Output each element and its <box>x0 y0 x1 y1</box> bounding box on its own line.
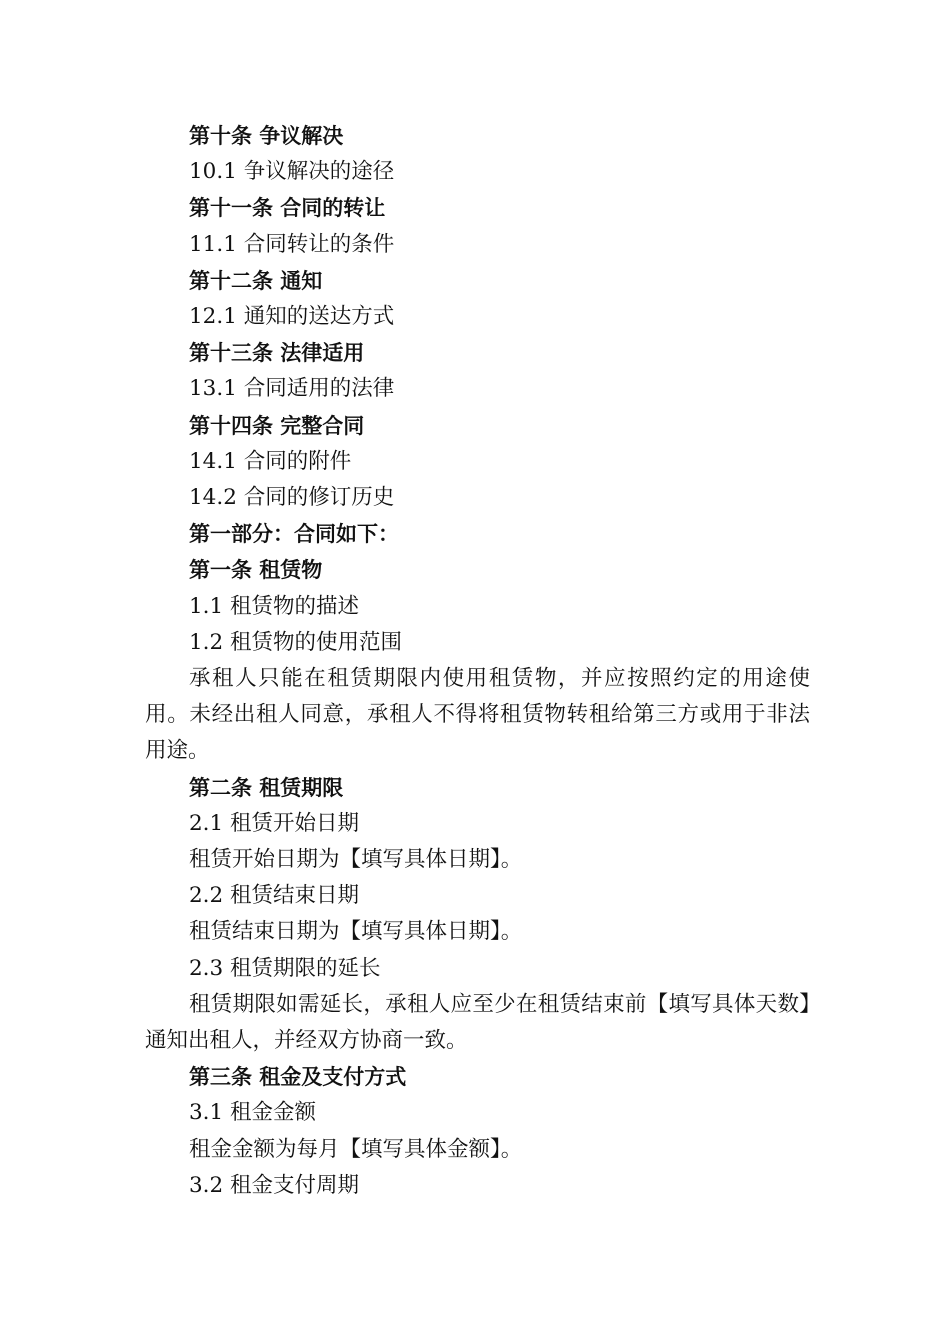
clause-12-1: 12.1 通知的送达方式 <box>189 304 395 330</box>
clause-13-1: 13.1 合同适用的法律 <box>189 376 395 402</box>
clause-11-1: 11.1 合同转让的条件 <box>189 231 395 257</box>
heading-article-3: 第三条 租金及支付方式 <box>189 1065 407 1090</box>
heading-part-one: 第一部分：合同如下： <box>189 522 399 547</box>
text-end-date: 租赁结束日期为【填写具体日期】。 <box>189 919 523 945</box>
clause-3-1: 3.1 租金金额 <box>189 1100 317 1126</box>
clause-2-1: 2.1 租赁开始日期 <box>189 810 360 836</box>
heading-article-13: 第十三条 法律适用 <box>189 341 365 366</box>
heading-article-14: 第十四条 完整合同 <box>189 413 365 438</box>
text-rent-amount: 租金金额为每月【填写具体金额】。 <box>189 1136 523 1162</box>
clause-2-2: 2.2 租赁结束日期 <box>189 883 360 909</box>
clause-10-1: 10.1 争议解决的途径 <box>189 159 395 185</box>
clause-1-1: 1.1 租赁物的描述 <box>189 593 360 619</box>
heading-article-11: 第十一条 合同的转让 <box>189 196 386 221</box>
heading-article-12: 第十二条 通知 <box>189 268 323 293</box>
clause-3-2: 3.2 租金支付周期 <box>189 1172 360 1198</box>
clause-14-2: 14.2 合同的修订历史 <box>189 485 395 511</box>
heading-article-2: 第二条 租赁期限 <box>189 775 344 800</box>
text-start-date: 租赁开始日期为【填写具体日期】。 <box>189 847 523 873</box>
clause-14-1: 14.1 合同的附件 <box>189 448 352 474</box>
paragraph-extension: 租赁期限如需延长，承租人应至少在租赁结束前【填写具体天数】通知出租人，并经双方协商一致。 <box>145 991 810 1054</box>
clause-2-3: 2.3 租赁期限的延长 <box>189 955 381 981</box>
clause-1-2: 1.2 租赁物的使用范围 <box>189 629 403 655</box>
heading-article-10: 第十条 争议解决 <box>189 124 344 148</box>
heading-article-1: 第一条 租赁物 <box>189 558 323 583</box>
paragraph-usage-scope: 承租人只能在租赁期限内使用租赁物，并应按照约定的用途使用。未经出租人同意，承租人不得将租赁物转租给第三方或用于非法用途。 <box>145 666 810 764</box>
document-page <box>145 118 810 1204</box>
